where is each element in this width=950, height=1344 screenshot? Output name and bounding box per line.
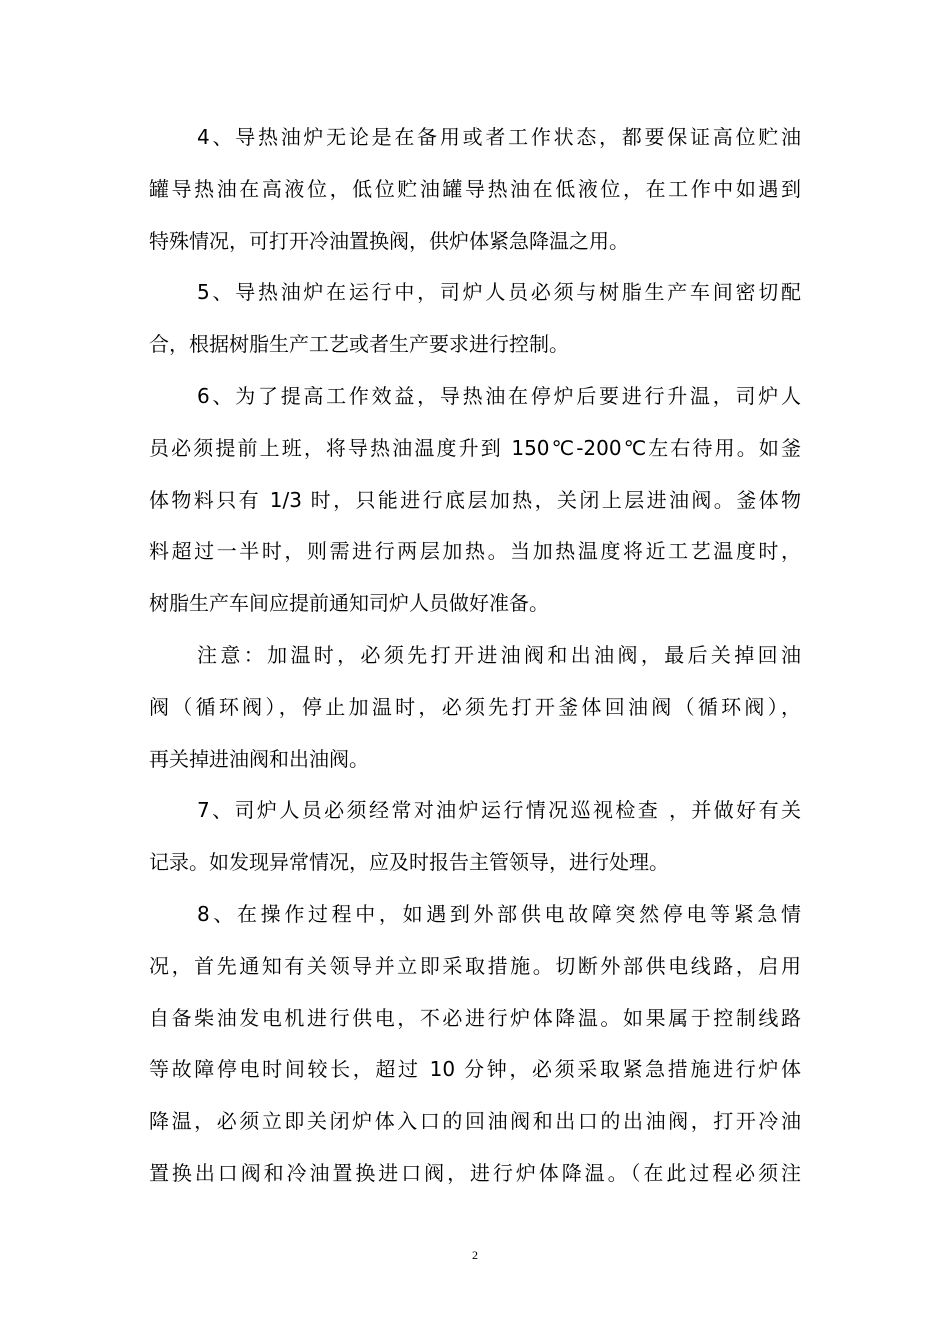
paragraph-line: 员必须提前上班，将导热油温度升到 150℃-200℃左右待用。如釜 (149, 435, 801, 460)
paragraph-line: 自备柴油发电机进行供电，不必进行炉体降温。如果属于控制线路 (149, 1005, 801, 1030)
paragraph-line: 特殊情况，可打开冷油置换阀，供炉体紧急降温之用。 (149, 228, 629, 253)
paragraph-line: 4、导热油炉无论是在备用或者工作状态，都要保证高位贮油 (197, 125, 801, 149)
paragraph-line: 等故障停电时间较长，超过 10 分钟，必须采取紧急措施进行炉体 (149, 1057, 801, 1082)
paragraph-line: 记录。如发现异常情况，应及时报告主管领导，进行处理。 (149, 850, 669, 875)
paragraph-line: 况，首先通知有关领导并立即采取措施。切断外部供电线路，启用 (149, 953, 801, 978)
paragraph-line: 注意：加温时，必须先打开进油阀和出油阀，最后关掉回油 (197, 642, 801, 667)
body-text (149, 112, 801, 1200)
paragraph-line: 再关掉进油阀和出油阀。 (149, 746, 369, 771)
page-number: 2 (472, 1248, 478, 1262)
paragraph-line: 料超过一半时，则需进行两层加热。当加热温度将近工艺温度时， (149, 539, 801, 564)
paragraph-line: 8、在操作过程中，如遇到外部供电故障突然停电等紧急情 (197, 901, 801, 926)
paragraph-line: 体物料只有 1/3 时，只能进行底层加热，关闭上层进油阀。釜体物 (149, 487, 801, 512)
paragraph-line: 阀（循环阀），停止加温时，必须先打开釜体回油阀（循环阀）， (149, 694, 801, 719)
paragraph-line: 合，根据树脂生产工艺或者生产要求进行控制。 (149, 332, 569, 357)
paragraph-line: 7、司炉人员必须经常对油炉运行情况巡视检查 ，并做好有关 (197, 798, 801, 823)
paragraph-line: 置换出口阀和冷油置换进口阀，进行炉体降温。（在此过程必须注 (149, 1160, 801, 1185)
paragraph-line: 降温，必须立即关闭炉体入口的回油阀和出口的出油阀，打开冷油 (149, 1109, 801, 1134)
paragraph-line: 树脂生产车间应提前通知司炉人员做好准备。 (149, 591, 549, 616)
paragraph-line: 5、导热油炉在运行中，司炉人员必须与树脂生产车间密切配 (197, 280, 801, 305)
paragraph-line: 6、为了提高工作效益，导热油在停炉后要进行升温，司炉人 (197, 383, 801, 408)
paragraph-line: 罐导热油在高液位，低位贮油罐导热油在低液位，在工作中如遇到 (149, 176, 801, 201)
